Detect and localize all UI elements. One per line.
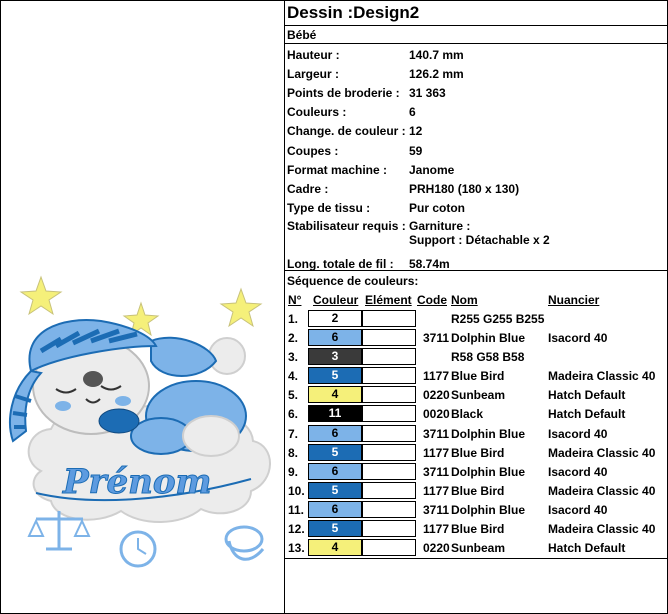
info-row: [287, 103, 665, 122]
info-value: [409, 219, 665, 247]
element-swatch: [362, 310, 416, 327]
thread-code: 1177: [423, 483, 450, 498]
thread-code: 1177: [423, 522, 450, 537]
row-number: 2.: [288, 331, 299, 346]
design-info-list: [287, 45, 665, 274]
table-row: [285, 366, 667, 385]
thread-code: 0220: [423, 388, 450, 403]
thread-range: Madeira Classic 40: [548, 522, 656, 537]
thread-name: R58 G58 B58: [451, 350, 525, 365]
color-swatch: 2: [308, 310, 362, 327]
element-swatch: [362, 482, 416, 499]
thread-name: Dolphin Blue: [451, 502, 525, 517]
color-sequence-table: [285, 309, 667, 557]
info-value: Pur coton: [409, 201, 465, 216]
info-label: Stabilisateur requis :: [287, 218, 406, 233]
info-label: Coupes :: [287, 143, 339, 158]
table-row: [285, 424, 667, 443]
thread-name: Sunbeam: [451, 388, 506, 403]
row-number: 5.: [288, 388, 299, 403]
color-swatch: 4: [308, 539, 362, 556]
info-value: 12: [409, 124, 423, 139]
header-range: Nuancier: [548, 293, 600, 307]
color-swatch: 4: [308, 386, 362, 403]
header-element: Elément: [365, 293, 412, 307]
info-label: Largeur :: [287, 66, 340, 81]
star-icon: [21, 277, 61, 314]
divider: [285, 43, 667, 44]
table-row: [285, 481, 667, 500]
row-number: 7.: [288, 426, 299, 441]
thread-code: 0220: [423, 541, 450, 556]
info-label: Format machine :: [287, 162, 388, 177]
header-num: N°: [288, 293, 302, 307]
info-value: 140.7 mm: [409, 47, 464, 62]
table-row: [285, 538, 667, 557]
element-swatch: [362, 520, 416, 537]
thread-code: 1177: [423, 369, 450, 384]
table-row: [285, 462, 667, 481]
info-value: 58.74m: [409, 257, 450, 272]
design-info-panel: [285, 1, 667, 613]
clock-icon: [121, 532, 155, 566]
thread-range: Isacord 40: [548, 331, 608, 346]
info-row: [287, 160, 665, 179]
table-row: [285, 500, 667, 519]
thread-name: Blue Bird: [451, 445, 505, 460]
row-number: 1.: [288, 312, 299, 326]
divider: [285, 25, 667, 26]
design-category: Bébé: [287, 28, 317, 42]
table-row: [285, 347, 667, 366]
thread-range: Madeira Classic 40: [548, 483, 656, 498]
color-swatch: 11: [308, 405, 362, 422]
info-label: Cadre :: [287, 181, 329, 196]
info-row: [287, 83, 665, 102]
thread-name: Dolphin Blue: [451, 426, 525, 441]
thread-code: 3711: [423, 331, 450, 346]
thread-code: 0020: [423, 407, 450, 422]
thread-name: Black: [451, 407, 484, 422]
thread-name: Blue Bird: [451, 522, 505, 537]
thread-range: Madeira Classic 40: [548, 369, 656, 384]
thread-range: Madeira Classic 40: [548, 445, 656, 460]
element-swatch: [362, 463, 416, 480]
thread-code: 3711: [423, 426, 450, 441]
divider: [285, 270, 667, 271]
thread-name: Blue Bird: [451, 369, 505, 384]
info-row: [287, 45, 665, 64]
header-color: Couleur: [313, 293, 359, 307]
preview-name-label: Prénom: [63, 462, 212, 502]
info-row: [287, 122, 665, 141]
thread-name: R255 G255 B255: [451, 312, 545, 326]
element-swatch: [362, 329, 416, 346]
thread-name: Sunbeam: [451, 541, 506, 556]
color-swatch: 5: [308, 520, 362, 537]
table-row: [285, 385, 667, 404]
info-value: PRH180 (180 x 130): [409, 181, 520, 196]
element-swatch: [362, 386, 416, 403]
thread-range: Isacord 40: [548, 502, 608, 517]
color-swatch: 6: [308, 425, 362, 442]
star-icon: [221, 289, 261, 326]
thread-name: Dolphin Blue: [451, 464, 525, 479]
row-number: 13.: [288, 541, 305, 556]
info-value: Janome: [409, 162, 455, 177]
row-number: 11.: [288, 502, 305, 517]
info-value: 6: [409, 105, 416, 120]
info-value: 59: [409, 143, 423, 158]
design-title: Dessin :Design2: [287, 3, 420, 22]
row-number: 8.: [288, 445, 299, 460]
thread-range: Isacord 40: [548, 464, 608, 479]
info-row: [287, 179, 665, 198]
info-row: [287, 141, 665, 160]
table-row: [285, 328, 667, 347]
info-value: 126.2 mm: [409, 66, 464, 81]
table-row: [285, 404, 667, 423]
element-swatch: [362, 367, 416, 384]
color-swatch: 5: [308, 367, 362, 384]
info-label: Change. de couleur :: [287, 124, 406, 139]
thread-range: Isacord 40: [548, 426, 608, 441]
table-row: [285, 443, 667, 462]
thread-code: 1177: [423, 445, 450, 460]
stabilizer-line-1: Garniture :: [409, 218, 471, 233]
element-swatch: [362, 501, 416, 518]
info-row-stabilizer: [287, 218, 665, 255]
row-number: 10.: [288, 483, 305, 498]
element-swatch: [362, 425, 416, 442]
color-swatch: 6: [308, 501, 362, 518]
color-swatch: 5: [308, 444, 362, 461]
element-swatch: [362, 539, 416, 556]
color-swatch: 6: [308, 329, 362, 346]
info-label: Couleurs :: [287, 105, 347, 120]
row-number: 9.: [288, 464, 299, 479]
row-number: 4.: [288, 369, 299, 384]
header-code: Code: [417, 293, 447, 307]
measuring-tape-icon: [226, 527, 263, 559]
thread-range: Hatch Default: [548, 388, 626, 403]
row-number: 3.: [288, 350, 299, 365]
thread-range: Hatch Default: [548, 407, 626, 422]
row-number: 12.: [288, 522, 305, 537]
thread-code: 3711: [423, 502, 450, 517]
embroidery-preview: [1, 1, 284, 613]
info-label: Points de broderie :: [287, 85, 400, 100]
info-label: Type de tissu :: [287, 201, 371, 216]
header-name: Nom: [451, 293, 478, 307]
sequence-title: Séquence de couleurs:: [287, 274, 419, 288]
info-row: [287, 64, 665, 83]
element-swatch: [362, 405, 416, 422]
element-swatch: [362, 444, 416, 461]
divider: [285, 558, 667, 559]
element-swatch: [362, 348, 416, 365]
sequence-header: [285, 291, 667, 309]
stabilizer-line-2: Support : Détachable x 2: [409, 232, 550, 247]
color-swatch: 5: [308, 482, 362, 499]
design-preview-panel: [1, 1, 285, 613]
color-swatch: 3: [308, 348, 362, 365]
thread-range: Hatch Default: [548, 541, 626, 556]
table-row: [285, 519, 667, 538]
color-swatch: 6: [308, 463, 362, 480]
thread-name: Dolphin Blue: [451, 331, 525, 346]
table-row: [285, 309, 667, 328]
info-label: Hauteur :: [287, 47, 340, 62]
info-value: 31 363: [409, 85, 446, 100]
row-number: 6.: [288, 407, 299, 422]
info-row: [287, 199, 665, 218]
info-label: Long. totale de fil :: [287, 257, 394, 272]
thread-code: 3711: [423, 464, 450, 479]
thread-name: Blue Bird: [451, 483, 505, 498]
